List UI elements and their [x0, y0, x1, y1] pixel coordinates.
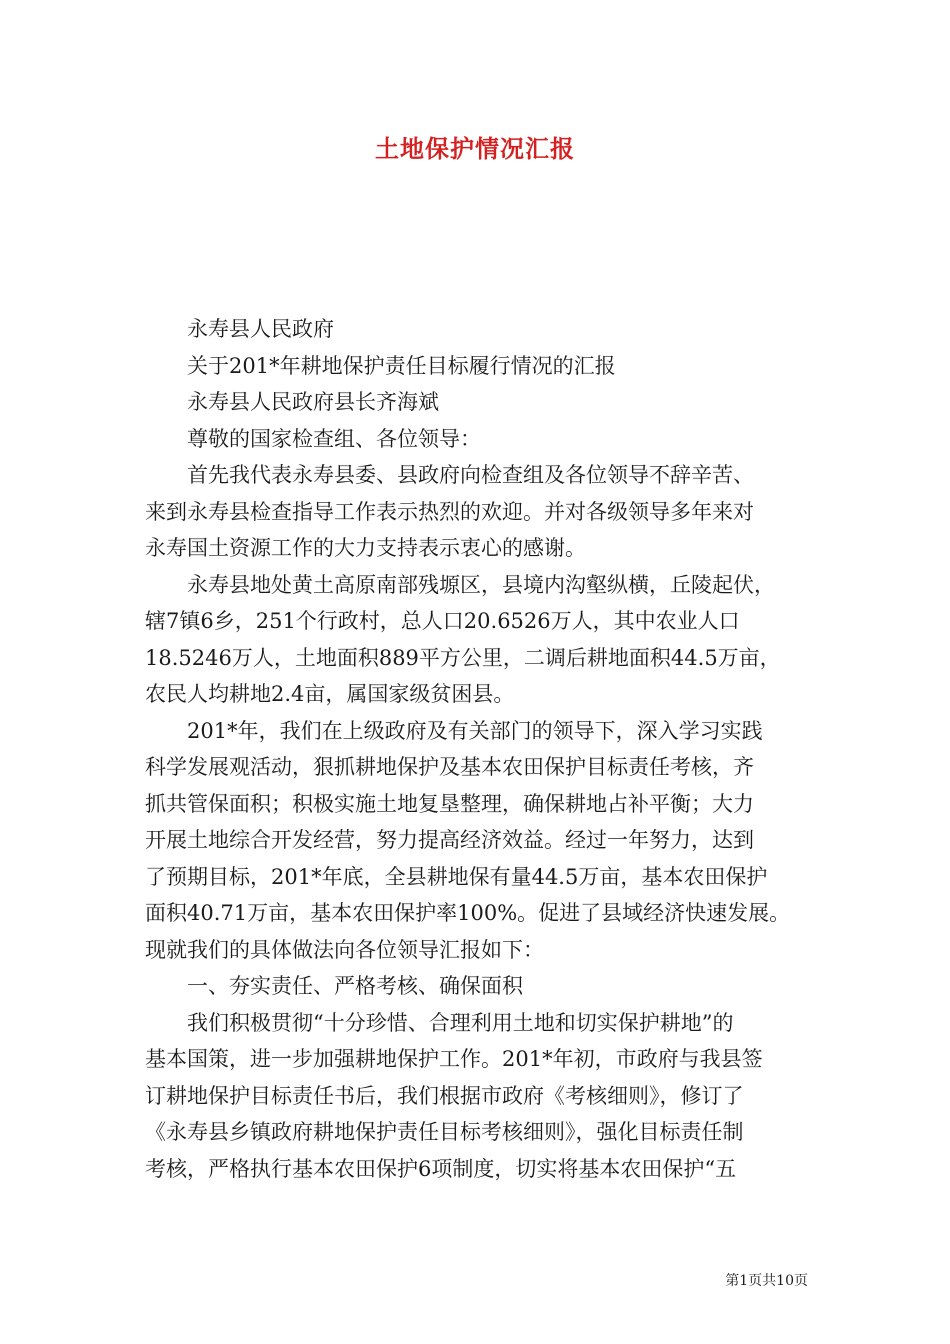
- paragraph-line: 基本国策，进一步加强耕地保护工作。201*年初，市政府与我县签: [145, 1047, 763, 1071]
- paragraph-line: 现就我们的具体做法向各位领导汇报如下：: [145, 937, 544, 962]
- paragraph: [145, 1005, 807, 1188]
- paragraph-line: 开展土地综合开发经营，努力提高经济效益。经过一年努力，达到: [145, 828, 754, 852]
- paragraph-line: 考核，严格执行基本农田保护6项制度，切实将基本农田保护“五: [145, 1156, 737, 1181]
- paragraph-line: 尊敬的国家检查组、各位领导：: [187, 426, 481, 451]
- paragraph-line: 18.5246万人，土地面积889平方公里，二调后耕地面积44.5万亩，: [145, 645, 781, 670]
- paragraph-line: 抓共管保面积；积极实施土地复垦整理，确保耕地占补平衡；大力: [145, 791, 754, 816]
- paragraph-line: 永寿国土资源工作的大力支持表示衷心的感谢。: [145, 536, 586, 560]
- page-title: 土地保护情况汇报: [375, 134, 575, 163]
- paragraph-line: 我们积极贯彻“十分珍惜、合理利用土地和切实保护耕地”的: [187, 1010, 734, 1035]
- paragraph: [145, 567, 807, 713]
- paragraph: [145, 457, 807, 567]
- paragraph: [145, 384, 807, 421]
- paragraph: [145, 311, 807, 348]
- paragraph-line: 订耕地保护目标责任书后，我们根据市政府《考核细则》，修订了: [145, 1083, 744, 1108]
- paragraph-line: 永寿县人民政府: [187, 317, 334, 341]
- document-body: [145, 311, 807, 1187]
- paragraph: [145, 713, 807, 969]
- paragraph-line: 一、夯实责任、严格考核、确保面积: [187, 974, 523, 998]
- paragraph-line: 面积40.71万亩，基本农田保护率100%。促进了县域经济快速发展。: [145, 901, 791, 925]
- paragraph-line: 201*年，我们在上级政府及有关部门的领导下，深入学习实践: [187, 718, 763, 743]
- paragraph: [145, 348, 807, 385]
- paragraph-line: 了预期目标，201*年底，全县耕地保有量44.5万亩，基本农田保护: [145, 864, 768, 889]
- paragraph-line: 关于201*年耕地保护责任目标履行情况的汇报: [187, 353, 616, 378]
- paragraph-line: 科学发展观活动，狠抓耕地保护及基本农田保护目标责任考核，齐: [145, 755, 754, 779]
- paragraph: [145, 421, 807, 458]
- paragraph: [145, 968, 807, 1005]
- paragraph-line: 首先我代表永寿县委、县政府向检查组及各位领导不辞辛苦、: [187, 463, 754, 487]
- page-number-footer: 第1页共10页: [725, 1273, 808, 1289]
- paragraph-line: 辖7镇6乡，251个行政村，总人口20.6526万人，其中农业人口: [145, 609, 740, 633]
- paragraph-line: 永寿县人民政府县长齐海斌: [187, 390, 439, 414]
- paragraph-line: 《永寿县乡镇政府耕地保护责任目标考核细则》，强化目标责任制: [145, 1120, 744, 1144]
- paragraph-line: 农民人均耕地2.4亩，属国家级贫困县。: [145, 682, 515, 706]
- paragraph-line: 永寿县地处黄土高原南部残塬区，县境内沟壑纵横，丘陵起伏，: [187, 572, 775, 597]
- paragraph-line: 来到永寿县检查指导工作表示热烈的欢迎。并对各级领导多年来对: [145, 499, 754, 524]
